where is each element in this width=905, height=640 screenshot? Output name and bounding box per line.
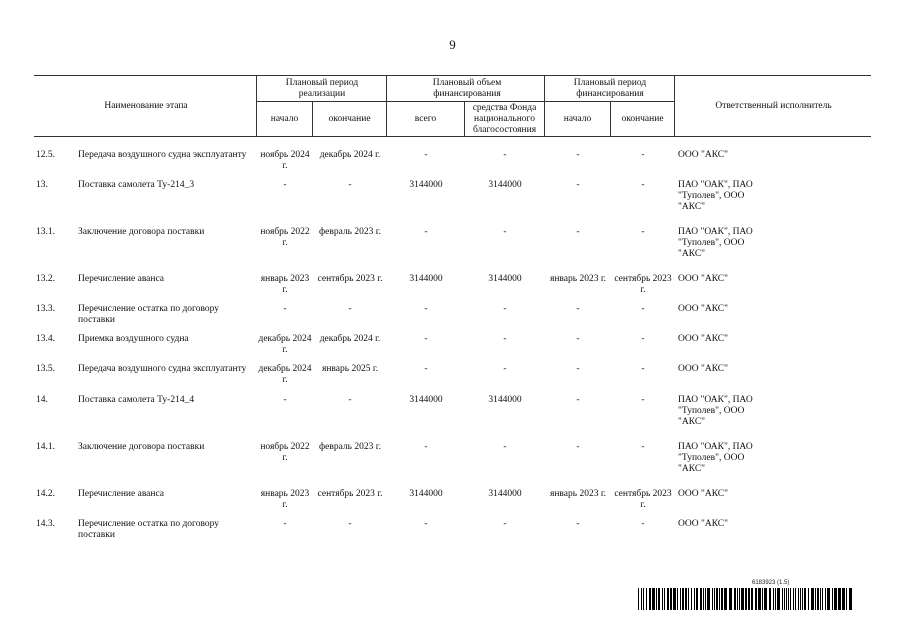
row-start: январь 2023 г. <box>260 489 310 510</box>
row-start: январь 2023 г. <box>260 274 310 295</box>
row-fin-end: - <box>641 442 645 452</box>
row-end: декабрь 2024 г. <box>319 334 381 344</box>
barcode-bar <box>649 588 651 610</box>
barcode-bar <box>664 588 665 610</box>
header-sub-rule <box>256 101 674 102</box>
row-end: - <box>348 304 352 314</box>
document-stamp: 6183923 (1.5) <box>752 580 790 586</box>
row-start: декабрь 2024 г. <box>258 364 312 385</box>
row-total: - <box>424 364 428 374</box>
barcode-bar <box>755 588 757 610</box>
barcode-bar <box>682 588 684 610</box>
barcode-bar <box>775 588 776 610</box>
row-fin-start: - <box>576 442 580 452</box>
row-stage-name: Приемка воздушного судна <box>78 334 189 344</box>
barcode-bar <box>741 588 744 610</box>
row-fin-end: - <box>641 395 645 405</box>
header-start: начало <box>270 114 299 124</box>
row-stage-name: Перечисление остатка по договору поставки <box>78 519 220 540</box>
barcode-icon <box>638 588 856 610</box>
row-number: 13.4. <box>36 334 55 344</box>
barcode-bar <box>825 588 826 610</box>
row-fin-end: - <box>641 227 645 237</box>
row-fin-end: - <box>641 180 645 190</box>
barcode-bar <box>784 588 785 610</box>
row-fund: - <box>503 519 507 529</box>
header-total: всего <box>414 114 437 124</box>
row-fin-start: - <box>576 180 580 190</box>
barcode-bar <box>811 588 814 610</box>
row-stage-name: Заключение договора поставки <box>78 227 205 237</box>
row-start: ноябрь 2022 г. <box>260 227 310 248</box>
row-start: декабрь 2024 г. <box>258 334 312 355</box>
barcode-bar <box>769 588 771 610</box>
header-end: окончание <box>328 114 371 124</box>
header-plan-volume: Плановый объем финансирования <box>432 78 502 99</box>
barcode-bar <box>788 588 789 610</box>
barcode-bar <box>643 588 644 610</box>
barcode-bar <box>793 588 794 610</box>
barcode-bar <box>670 588 672 610</box>
row-fund: 3144000 <box>488 180 522 190</box>
barcode-bar <box>802 588 803 610</box>
row-responsible: ООО "АКС" <box>678 489 729 499</box>
row-fin-start: - <box>576 519 580 529</box>
row-number: 12.5. <box>36 150 55 160</box>
barcode-bar <box>751 588 753 610</box>
row-end: сентябрь 2023 г. <box>317 274 383 284</box>
row-end: сентябрь 2023 г. <box>317 489 383 499</box>
row-total: - <box>424 150 428 160</box>
barcode-bar <box>798 588 799 610</box>
barcode-bar <box>696 588 698 610</box>
barcode-bar <box>691 588 692 610</box>
barcode-bar <box>737 588 738 610</box>
row-fin-start: январь 2023 г. <box>549 274 607 284</box>
row-total: - <box>424 304 428 314</box>
row-total: - <box>424 519 428 529</box>
row-total: - <box>424 442 428 452</box>
header-responsible: Ответственный исполнитель <box>715 101 832 111</box>
barcode-bar <box>822 588 823 610</box>
barcode-bar <box>662 588 663 610</box>
row-end: - <box>348 180 352 190</box>
row-fin-end: - <box>641 519 645 529</box>
header-plan-period: Плановый период реализации <box>285 78 359 99</box>
row-stage-name: Поставка самолета Ту-214_4 <box>78 395 195 405</box>
row-stage-name: Передача воздушного судна эксплуатанту <box>78 364 247 374</box>
row-number: 14.2. <box>36 489 55 499</box>
header-plan-fin-period: Плановый период финансирования <box>573 78 647 99</box>
barcode-bar <box>719 588 720 610</box>
row-responsible: ПАО "ОАК", ПАО "Туполев", ООО "АКС" <box>678 442 753 474</box>
row-number: 13.2. <box>36 274 55 284</box>
row-stage-name: Перечисление остатка по договору поставки <box>78 304 220 325</box>
row-fund: - <box>503 150 507 160</box>
row-stage-name: Заключение договора поставки <box>78 442 205 452</box>
barcode-bar <box>808 588 809 610</box>
barcode-bar <box>773 588 774 610</box>
row-total: 3144000 <box>409 274 443 284</box>
row-number: 13.1. <box>36 227 55 237</box>
row-fin-start: - <box>576 150 580 160</box>
barcode-bar <box>641 588 642 610</box>
row-responsible: ООО "АКС" <box>678 364 729 374</box>
row-fin-start: - <box>576 304 580 314</box>
row-stage-name: Поставка самолета Ту-214_3 <box>78 180 195 190</box>
barcode-bar <box>786 588 787 610</box>
row-total: 3144000 <box>409 489 443 499</box>
row-total: 3144000 <box>409 180 443 190</box>
barcode-bar <box>804 588 806 610</box>
row-number: 13.3. <box>36 304 55 314</box>
barcode-bar <box>790 588 791 610</box>
barcode-bar <box>782 588 783 610</box>
row-fund: - <box>503 442 507 452</box>
barcode-bar <box>656 588 657 610</box>
barcode-bar <box>795 588 796 610</box>
row-fin-end: - <box>641 334 645 344</box>
barcode-bar <box>680 588 681 610</box>
barcode-bar <box>712 588 713 610</box>
barcode-bar <box>703 588 704 610</box>
row-fin-end: сентябрь 2023 г. <box>614 489 672 510</box>
row-responsible: ПАО "ОАК", ПАО "Туполев", ООО "АКС" <box>678 227 753 259</box>
row-fin-end: сентябрь 2023 г. <box>614 274 672 295</box>
row-end: февраль 2023 г. <box>319 227 381 237</box>
row-stage-name: Перечисление аванса <box>78 489 165 499</box>
col-divider <box>674 75 675 136</box>
row-responsible: ООО "АКС" <box>678 334 729 344</box>
row-number: 14.1. <box>36 442 55 452</box>
row-responsible: ООО "АКС" <box>678 150 729 160</box>
row-start: - <box>283 395 287 405</box>
page-number: 9 <box>449 37 456 52</box>
barcode-bar <box>842 588 845 610</box>
barcode-bar <box>707 588 710 610</box>
row-fund: - <box>503 227 507 237</box>
col-divider <box>386 75 387 136</box>
header-fin-end: окончание <box>621 114 664 124</box>
row-responsible: ООО "АКС" <box>678 274 729 284</box>
row-fund: - <box>503 304 507 314</box>
barcode-bar <box>716 588 718 610</box>
barcode-bar <box>685 588 687 610</box>
header-stage-name: Наименование этапа <box>104 101 188 111</box>
barcode-bar <box>729 588 732 610</box>
row-start: - <box>283 519 287 529</box>
barcode-bar <box>800 588 801 610</box>
row-fin-start: - <box>576 364 580 374</box>
barcode-bar <box>815 588 816 610</box>
barcode-bar <box>673 588 676 610</box>
barcode-bar <box>688 588 689 610</box>
barcode-bar <box>658 588 660 610</box>
row-stage-name: Перечисление аванса <box>78 274 165 284</box>
barcode-bar <box>777 588 780 610</box>
barcode-bar <box>827 588 830 610</box>
row-start: - <box>283 304 287 314</box>
barcode-bar <box>834 588 837 610</box>
row-fund: 3144000 <box>488 395 522 405</box>
row-fund: 3144000 <box>488 489 522 499</box>
row-fin-end: - <box>641 304 645 314</box>
row-end: - <box>348 519 352 529</box>
barcode-bar <box>739 588 740 610</box>
col-divider <box>256 75 257 136</box>
row-fin-start: - <box>576 395 580 405</box>
header-fin-start: начало <box>563 114 592 124</box>
barcode-bar <box>638 588 639 610</box>
row-total: - <box>424 334 428 344</box>
row-fin-end: - <box>641 364 645 374</box>
barcode-bar <box>646 588 647 610</box>
row-end: февраль 2023 г. <box>319 442 381 452</box>
barcode-bar <box>724 588 727 610</box>
row-fund: - <box>503 334 507 344</box>
row-start: ноябрь 2022 г. <box>260 442 310 463</box>
barcode-bar <box>846 588 847 610</box>
row-fin-start: - <box>576 334 580 344</box>
row-end: январь 2025 г. <box>321 364 379 374</box>
barcode-bar <box>838 588 841 610</box>
row-responsible: ООО "АКС" <box>678 519 729 529</box>
row-end: - <box>348 395 352 405</box>
barcode-bar <box>652 588 655 610</box>
row-fin-start: январь 2023 г. <box>549 489 607 499</box>
row-start: - <box>283 180 287 190</box>
barcode-bar <box>849 588 852 610</box>
row-responsible: ПАО "ОАК", ПАО "Туполев", ООО "АКС" <box>678 395 753 427</box>
barcode-bar <box>764 588 767 610</box>
row-total: 3144000 <box>409 395 443 405</box>
col-divider <box>544 75 545 136</box>
row-stage-name: Передача воздушного судна эксплуатанту <box>78 150 247 160</box>
header-fund: средства Фонда национального благосостояния <box>472 103 537 135</box>
row-number: 13.5. <box>36 364 55 374</box>
barcode-bar <box>667 588 669 610</box>
barcode-bar <box>734 588 736 610</box>
table-top-rule <box>34 75 871 76</box>
barcode-bar <box>832 588 833 610</box>
header-bottom-rule <box>34 136 871 137</box>
barcode-bar <box>677 588 678 610</box>
row-fund: - <box>503 364 507 374</box>
row-fund: 3144000 <box>488 274 522 284</box>
row-responsible: ПАО "ОАК", ПАО "Туполев", ООО "АКС" <box>678 180 753 212</box>
row-fin-end: - <box>641 150 645 160</box>
barcode-bar <box>817 588 819 610</box>
row-number: 14. <box>36 395 48 405</box>
barcode-bar <box>762 588 763 610</box>
barcode-bar <box>721 588 723 610</box>
row-total: - <box>424 227 428 237</box>
barcode-bar <box>714 588 715 610</box>
row-start: ноябрь 2024 г. <box>260 150 310 171</box>
row-number: 13. <box>36 180 48 190</box>
barcode-bar <box>700 588 702 610</box>
barcode-bar <box>748 588 750 610</box>
row-number: 14.3. <box>36 519 55 529</box>
barcode-bar <box>745 588 747 610</box>
barcode-bar <box>705 588 706 610</box>
row-end: декабрь 2024 г. <box>319 150 381 160</box>
row-fin-start: - <box>576 227 580 237</box>
barcode-bar <box>758 588 761 610</box>
barcode-bar <box>694 588 695 610</box>
barcode-bar <box>820 588 821 610</box>
row-responsible: ООО "АКС" <box>678 304 729 314</box>
